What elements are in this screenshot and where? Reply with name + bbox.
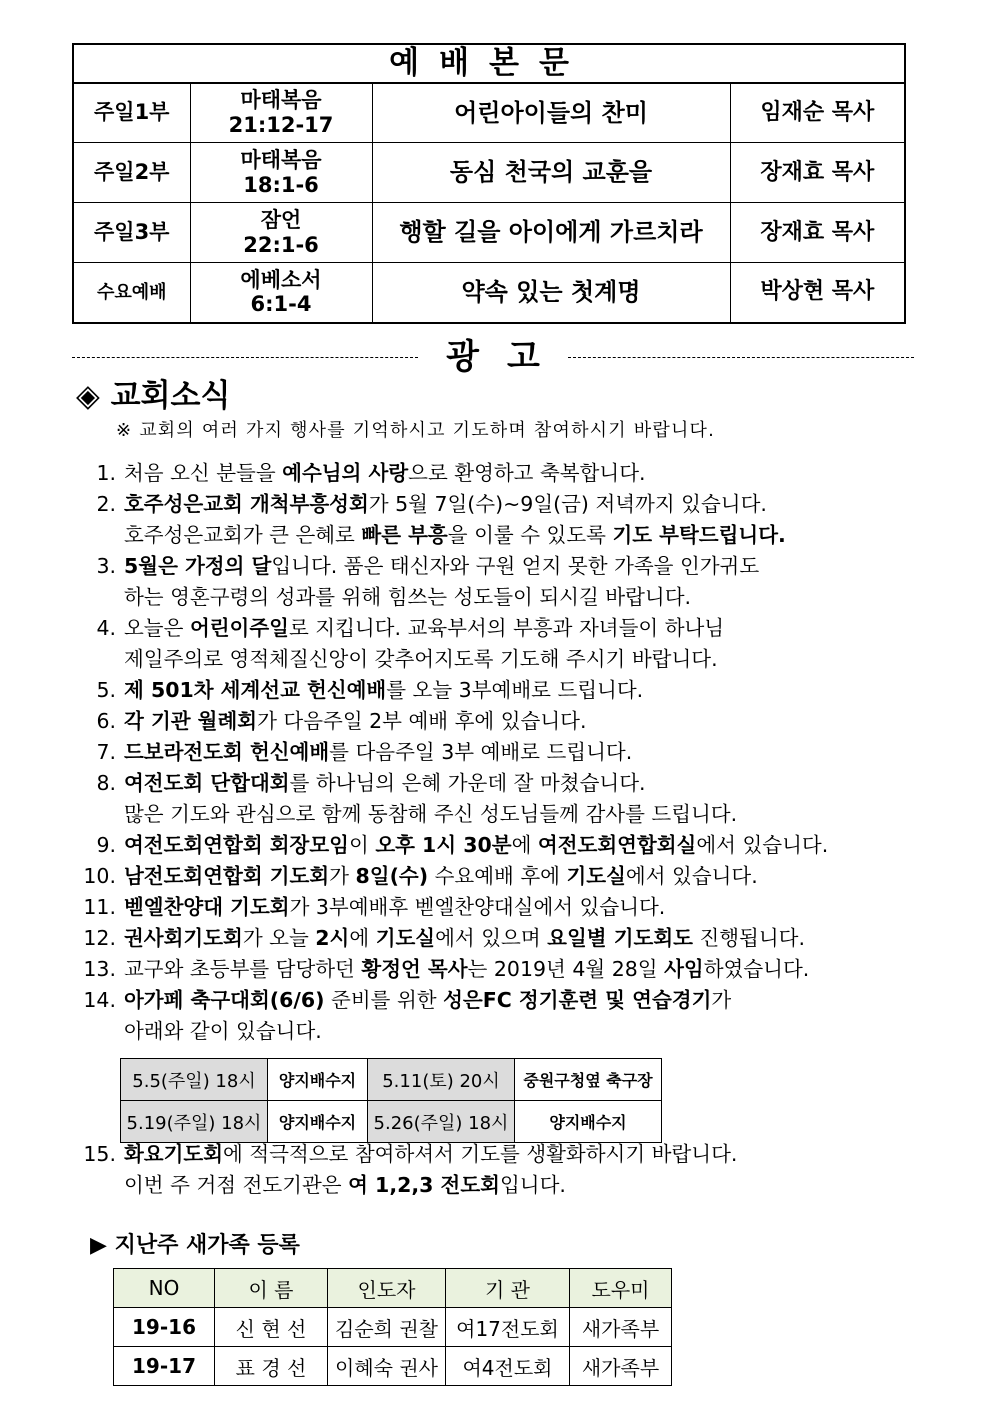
news-emphasis: 화요기도회 — [124, 1142, 224, 1166]
reg-group: 여17전도회 — [446, 1308, 570, 1347]
news-line — [124, 582, 950, 613]
worship-title: 예배본문 — [73, 44, 905, 83]
news-emphasis: 기도실 — [375, 926, 436, 950]
news-note: ※ 교회의 여러 가지 행사를 기억하시고 기도하며 참여하시기 바랍니다. — [116, 420, 716, 441]
news-text: 로 지킵니다. 교육부서의 부흥과 자녀들이 하나님 — [288, 616, 725, 640]
news-text: 가 오늘 — [242, 926, 316, 950]
schedule-date: 5.26(주일) 18시 — [368, 1101, 515, 1143]
news-emphasis: 황정언 목사 — [361, 957, 468, 981]
sermon-title: 약속 있는 첫계명 — [372, 263, 730, 323]
news-line — [124, 675, 950, 706]
news-line — [124, 892, 950, 923]
service-name: 수요예배 — [73, 263, 190, 323]
news-number: 14. — [83, 988, 116, 1012]
news-emphasis: 8일(수) — [355, 864, 429, 888]
news-number: 15. — [83, 1142, 116, 1166]
col-header-no: NO — [114, 1269, 215, 1308]
news-text: 는 2019년 4월 28일 — [467, 957, 665, 981]
news-emphasis: 제 501차 세계선교 헌신예배 — [124, 678, 387, 702]
worship-row — [73, 83, 905, 143]
news-text: 가 5월 7일(수)~9일(금) 저녁까지 있습니다. — [368, 492, 767, 516]
schedule-row — [121, 1101, 662, 1143]
col-header-group: 기 관 — [446, 1269, 570, 1308]
news-number: 8. — [96, 771, 116, 795]
news-text: 가 — [329, 864, 356, 888]
reg-helper: 새가족부 — [570, 1308, 672, 1347]
news-line — [124, 1170, 950, 1201]
news-line — [124, 644, 950, 675]
reg-guide: 김순희 권찰 — [328, 1308, 446, 1347]
news-item — [70, 613, 950, 675]
news-item — [70, 1139, 950, 1201]
schedule-date: 5.5(주일) 18시 — [121, 1059, 268, 1101]
reg-name: 표 경 선 — [215, 1347, 328, 1386]
news-line — [124, 737, 950, 768]
news-number: 11. — [83, 895, 116, 919]
news-number: 4. — [96, 616, 116, 640]
news-item — [70, 892, 950, 923]
sermon-title: 동심 천국의 교훈을 — [372, 143, 730, 203]
news-emphasis: 성은FC 정기훈련 및 연습경기 — [443, 988, 712, 1012]
news-emphasis: 사임 — [664, 957, 704, 981]
sermon-title: 행할 길을 아이에게 가르치라 — [372, 203, 730, 263]
news-text: 하는 영혼구령의 성과를 위해 힘쓰는 성도들이 되시길 바랍니다. — [124, 585, 692, 609]
scripture: 잠언 22:1-6 — [190, 203, 372, 263]
news-emphasis: 2시 — [315, 926, 350, 950]
news-item — [70, 675, 950, 706]
news-text: 가 다음주일 2부 예배 후에 있습니다. — [257, 709, 587, 733]
news-text: 에 — [511, 833, 538, 857]
news-line — [124, 613, 950, 644]
schedule-date: 5.19(주일) 18시 — [121, 1101, 268, 1143]
news-emphasis: 어린이주일 — [189, 616, 289, 640]
schedule-place: 중원구청옆 축구장 — [515, 1059, 662, 1101]
news-emphasis: 여전도회연합회 회장모임 — [124, 833, 349, 857]
news-text: 진행됩니다. — [692, 926, 805, 950]
news-line — [124, 520, 950, 551]
news-emphasis: 여전도회연합회실 — [537, 833, 697, 857]
news-line — [124, 489, 950, 520]
col-header-helper: 도우미 — [570, 1269, 672, 1308]
news-text: 아래와 같이 있습니다. — [124, 1019, 322, 1043]
news-item — [70, 830, 950, 861]
news-text: 준비를 위한 — [324, 988, 444, 1012]
preacher: 박상현 목사 — [730, 263, 905, 323]
news-number: 2. — [96, 492, 116, 516]
news-emphasis: 기도실 — [566, 864, 626, 888]
news-line — [124, 861, 950, 892]
col-header-name: 이 름 — [215, 1269, 328, 1308]
worship-row — [73, 263, 905, 323]
service-name: 주일2부 — [73, 143, 190, 203]
news-item — [70, 551, 950, 613]
news-text: 오늘은 — [124, 616, 190, 640]
news-item — [70, 923, 950, 954]
schedule-place: 양지배수지 — [268, 1101, 368, 1143]
news-emphasis: 권사회기도회 — [124, 926, 243, 950]
news-emphasis: 여 1,2,3 전도회 — [348, 1173, 500, 1197]
news-text: 가 — [711, 988, 732, 1012]
news-item — [70, 706, 950, 737]
news-emphasis: 5월은 가정의 달 — [124, 554, 272, 578]
news-number: 6. — [96, 709, 116, 733]
news-text: 를 하나님의 은혜 가운데 잘 마쳤습니다. — [289, 771, 646, 795]
news-text: 하였습니다. — [703, 957, 810, 981]
scripture: 마태복음 18:1-6 — [190, 143, 372, 203]
worship-row — [73, 203, 905, 263]
news-line — [124, 1139, 950, 1170]
schedule-place: 양지배수지 — [268, 1059, 368, 1101]
news-text: 가 3부예배후 벧엘찬양대실에서 있습니다. — [289, 895, 666, 919]
preacher: 장재효 목사 — [730, 143, 905, 203]
schedule-row — [121, 1059, 662, 1101]
news-number: 1. — [96, 461, 116, 485]
table-row — [114, 1347, 672, 1386]
news-line — [124, 954, 950, 985]
scripture: 에베소서 6:1-4 — [190, 263, 372, 323]
worship-table — [72, 43, 906, 324]
schedule-date: 5.11(토) 20시 — [368, 1059, 515, 1101]
news-emphasis: 벧엘찬양대 기도회 — [124, 895, 290, 919]
news-number: 9. — [96, 833, 116, 857]
reg-guide: 이혜숙 권사 — [328, 1347, 446, 1386]
training-schedule-table — [120, 1058, 662, 1143]
worship-row — [73, 143, 905, 203]
scripture: 마태복음 21:12-17 — [190, 83, 372, 143]
reg-name: 신 현 선 — [215, 1308, 328, 1347]
news-text: 호주성은교회가 큰 은혜로 — [124, 523, 362, 547]
news-item — [70, 985, 950, 1047]
news-item — [70, 768, 950, 830]
news-emphasis: 오후 1시 30분 — [375, 833, 512, 857]
news-emphasis: 예수님의 사랑 — [282, 461, 409, 485]
table-row — [114, 1308, 672, 1347]
news-item — [70, 489, 950, 551]
news-emphasis: 남전도회연합회 기도회 — [124, 864, 330, 888]
news-text: 에 적극적으로 참여하셔서 기도를 생활화하시기 바랍니다. — [223, 1142, 738, 1166]
news-number: 3. — [96, 554, 116, 578]
col-header-guide: 인도자 — [328, 1269, 446, 1308]
news-emphasis: 요일별 기도회도 — [547, 926, 693, 950]
service-name: 주일1부 — [73, 83, 190, 143]
news-text: 제일주의로 영적체질신앙이 갖추어지도록 기도해 주시기 바랍니다. — [124, 647, 718, 671]
news-text: 이번 주 거점 전도기관은 — [124, 1173, 349, 1197]
ads-title: 광고 — [446, 337, 568, 377]
news-text: 처음 오신 분들을 — [124, 461, 283, 485]
news-item — [70, 861, 950, 892]
news-line — [124, 458, 950, 489]
dashed-line-right — [568, 357, 914, 358]
schedule-place: 양지배수지 — [515, 1101, 662, 1143]
news-text: 으로 환영하고 축복합니다. — [408, 461, 646, 485]
news-text: 많은 기도와 관심으로 함께 동참해 주신 성도님들께 감사를 드립니다. — [124, 802, 738, 826]
news-text: 에서 있습니다. — [696, 833, 829, 857]
preacher: 임재순 목사 — [730, 83, 905, 143]
news-text: 교구와 초등부를 담당하던 — [124, 957, 362, 981]
news-text: 이 — [348, 833, 376, 857]
news-line — [124, 706, 950, 737]
news-number: 5. — [96, 678, 116, 702]
news-item — [70, 458, 950, 489]
dashed-line-left — [72, 357, 418, 358]
news-line — [124, 830, 950, 861]
new-family-table — [113, 1268, 672, 1386]
news-emphasis: 아가페 축구대회(6/6) — [124, 988, 325, 1012]
news-emphasis: 여전도회 단합대회 — [124, 771, 290, 795]
news-text: 에 — [349, 926, 376, 950]
news-number: 12. — [83, 926, 116, 950]
news-line — [124, 551, 950, 582]
news-emphasis: 호주성은교회 개척부흥성회 — [124, 492, 369, 516]
news-emphasis: 기도 부탁드립니다. — [612, 523, 786, 547]
news-number: 7. — [96, 740, 116, 764]
news-emphasis: 드보라전도회 헌신예배 — [124, 740, 330, 764]
news-line — [124, 985, 950, 1016]
news-text: 에서 있습니다. — [625, 864, 758, 888]
reg-no: 19-17 — [114, 1347, 215, 1386]
news-line — [124, 923, 950, 954]
news-item — [70, 954, 950, 985]
news-emphasis: 각 기관 월례회 — [124, 709, 258, 733]
news-number: 13. — [83, 957, 116, 981]
church-news-heading: ◈ 교회소식 — [76, 378, 231, 414]
news-line — [124, 799, 950, 830]
news-item — [70, 737, 950, 768]
table-header-row — [114, 1269, 672, 1308]
news-text: 를 오늘 3부예배로 드립니다. — [386, 678, 644, 702]
reg-helper: 새가족부 — [570, 1347, 672, 1386]
news-text: 를 다음주일 3부 예배로 드립니다. — [329, 740, 633, 764]
news-emphasis: 빠른 부흥 — [361, 523, 448, 547]
news-text: 을 이룰 수 있도록 — [447, 523, 613, 547]
news-line — [124, 1016, 950, 1047]
new-family-heading: ▶ 지난주 새가족 등록 — [90, 1233, 300, 1258]
news-text: 에서 있으며 — [435, 926, 548, 950]
sermon-title: 어린아이들의 찬미 — [372, 83, 730, 143]
reg-no: 19-16 — [114, 1308, 215, 1347]
preacher: 장재효 목사 — [730, 203, 905, 263]
ads-divider — [72, 337, 914, 377]
reg-group: 여4전도회 — [446, 1347, 570, 1386]
news-text: 입니다. 품은 태신자와 구원 얻지 못한 가족을 인가귀도 — [271, 554, 760, 578]
news-text: 입니다. — [499, 1173, 566, 1197]
service-name: 주일3부 — [73, 203, 190, 263]
news-number: 10. — [83, 864, 116, 888]
news-line — [124, 768, 950, 799]
news-text: 수요예배 후에 — [428, 864, 567, 888]
